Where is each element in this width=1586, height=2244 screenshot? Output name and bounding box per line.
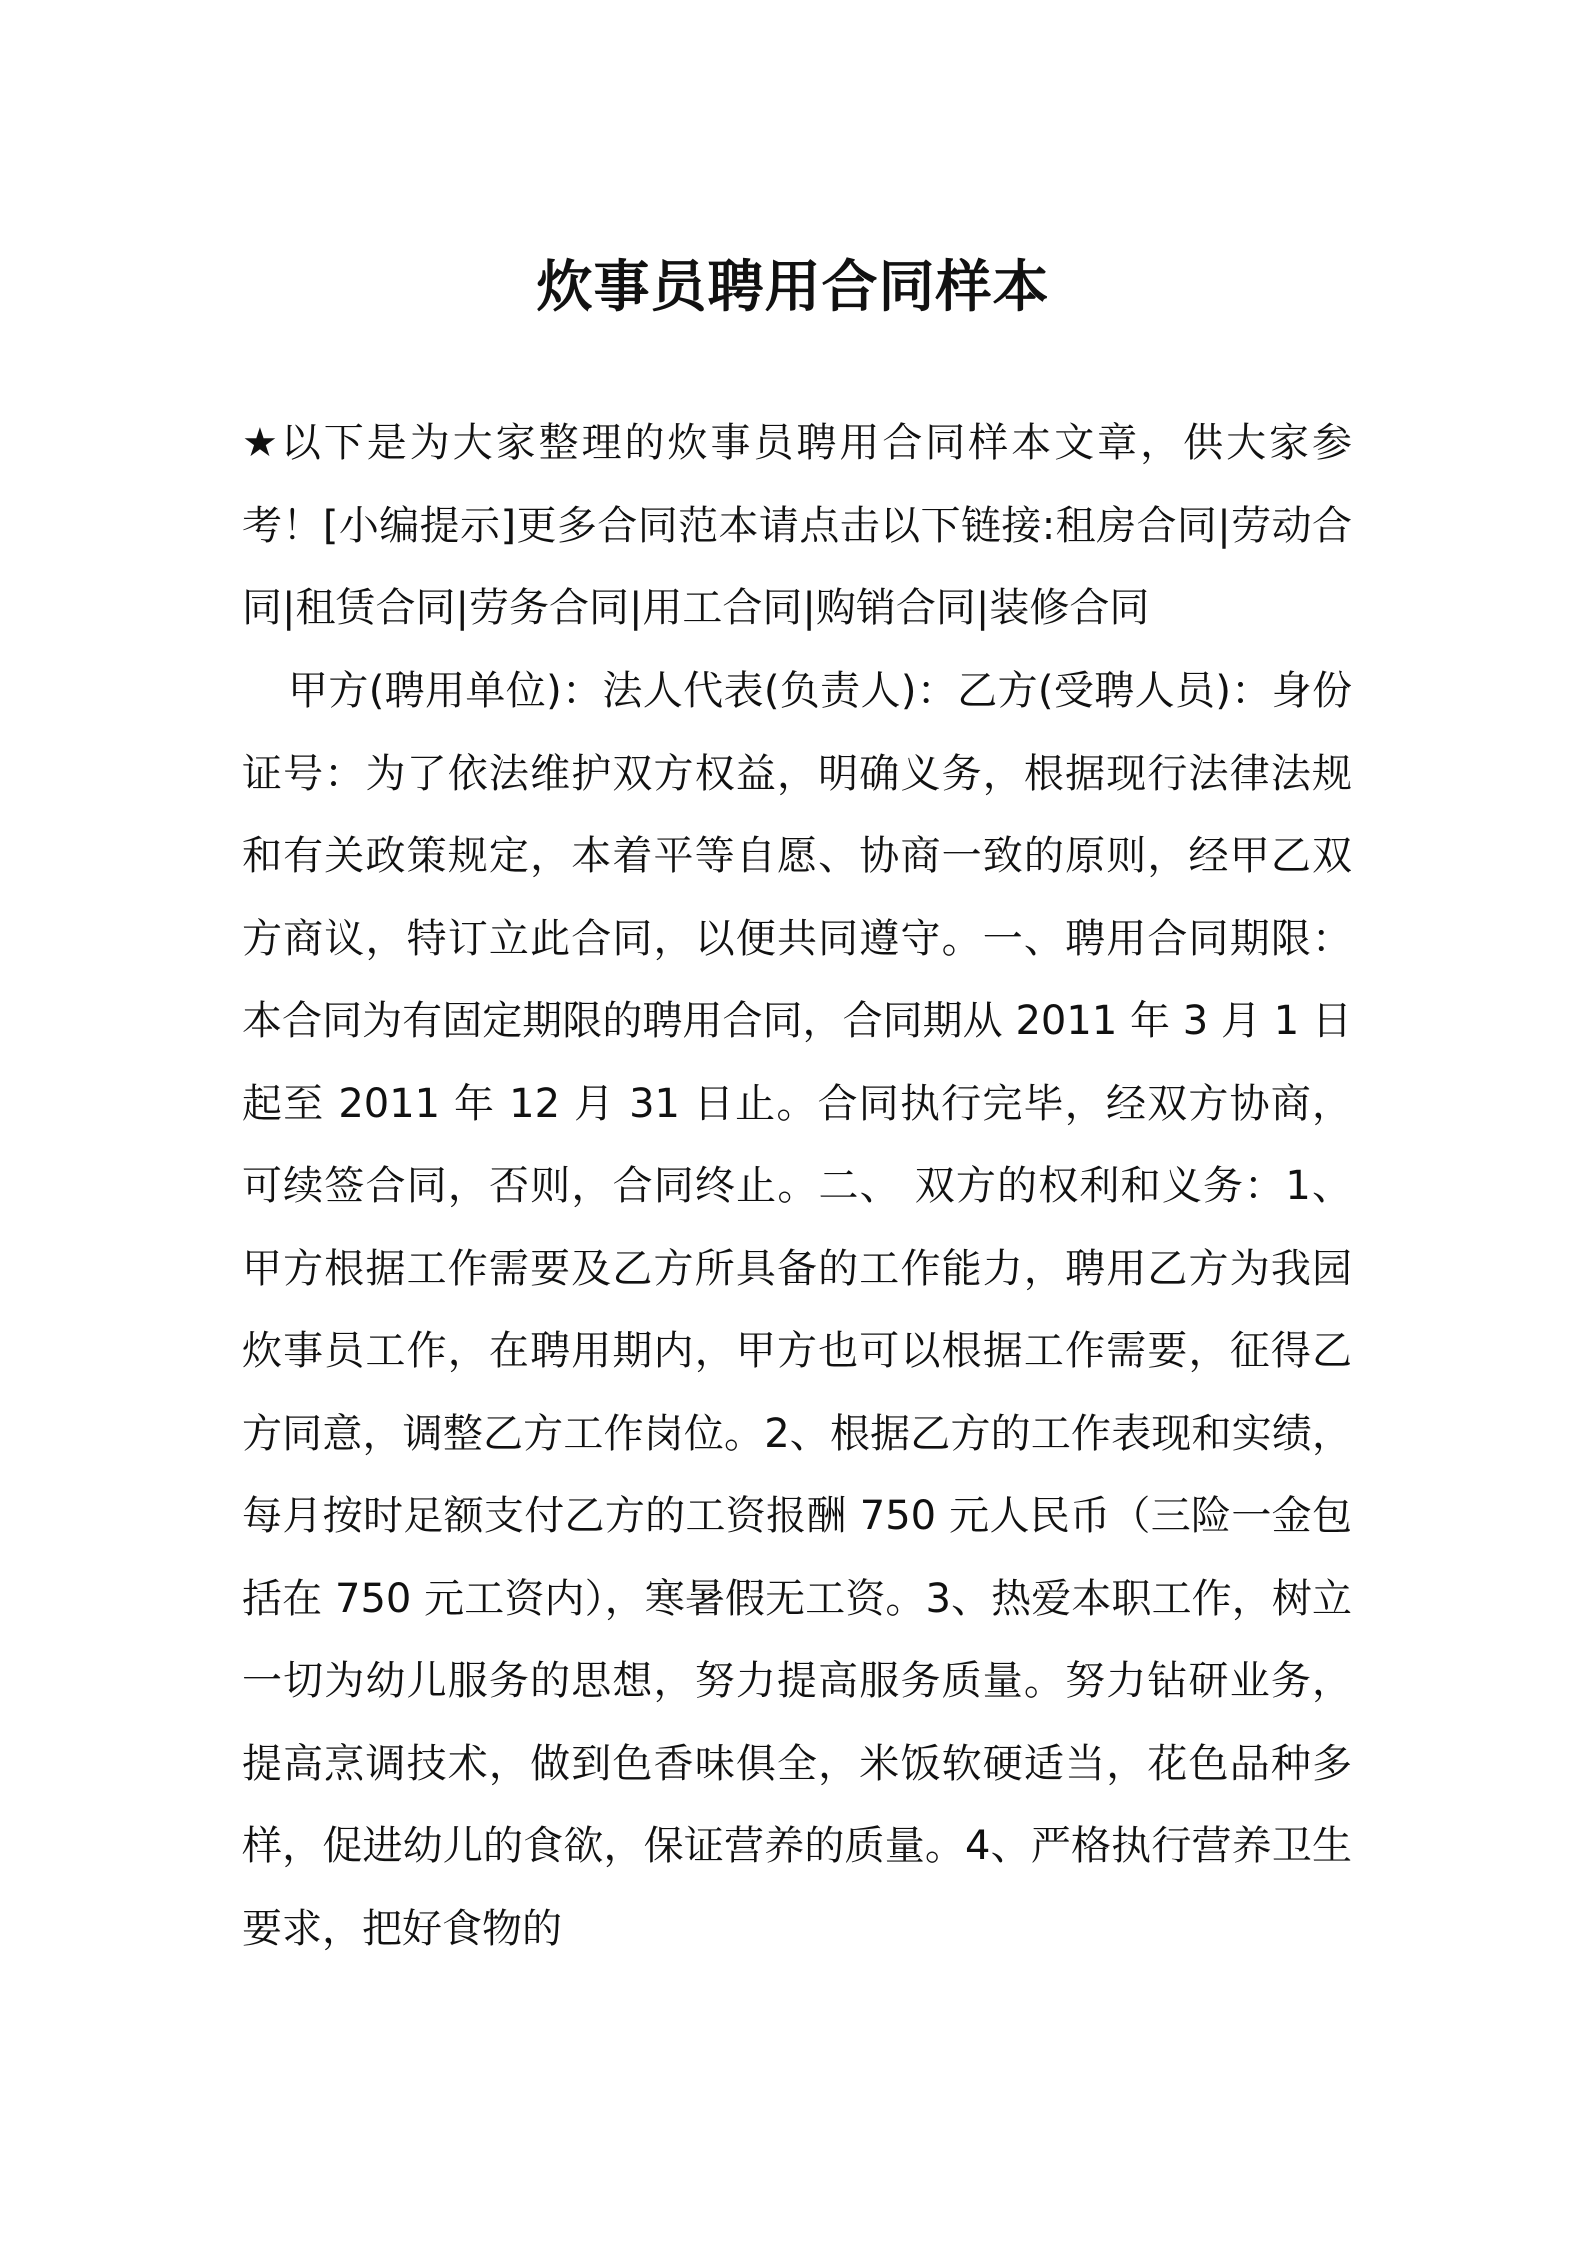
intro-paragraph: ★以下是为大家整理的炊事员聘用合同样本文章，供大家参考！[小编提示]更多合同范本请点击以下链接:租房合同|劳动合同|租赁合同|劳务合同|用工合同|购销合同|装修合同 — [242, 420, 1352, 631]
contract-body-paragraph: 甲方(聘用单位)：法人代表(负责人)：乙方(受聘人员)：身份证号：为了依法维护双方权益，明确义务，根据现行法律法规和有关政策规定，本着平等自愿、协商一致的原则，经甲乙双方商议，特订立此合同，以便共同遵守。一、聘用合同期限：本合同为有固定期限的聘用合同，合同期从 2011 年 3 月 1 日起至 2011 年 12 月 31 日止。合同执行完毕，经双方协商，可续签合同，否则，合同终止。二、 双方的权利和义务：1、甲方根据工作需要及乙方所具备的工作能力，聘用乙方为我园炊事员工作，在聘用期内，甲方也可以根据工作需要，征得乙方同意，调整乙方工作岗位。2、根据乙方的工作表现和实绩，每月按时足额支付乙方的工资报酬 750 元人民币（三险一金包括在 750 元工资内），寒暑假无工资。3、热爱本职工作，树立一切为幼儿服务的思想，努力提高服务质量。努力钻研业务，提高烹调技术，做到色香味俱全，米饭软硬适当，花色品种多样，促进幼儿的食欲，保证营养的质量。4、严格执行营养卫生要求，把好食物的 — [242, 668, 1352, 1952]
document-title: 炊事员聘用合同样本 — [536, 255, 1050, 320]
